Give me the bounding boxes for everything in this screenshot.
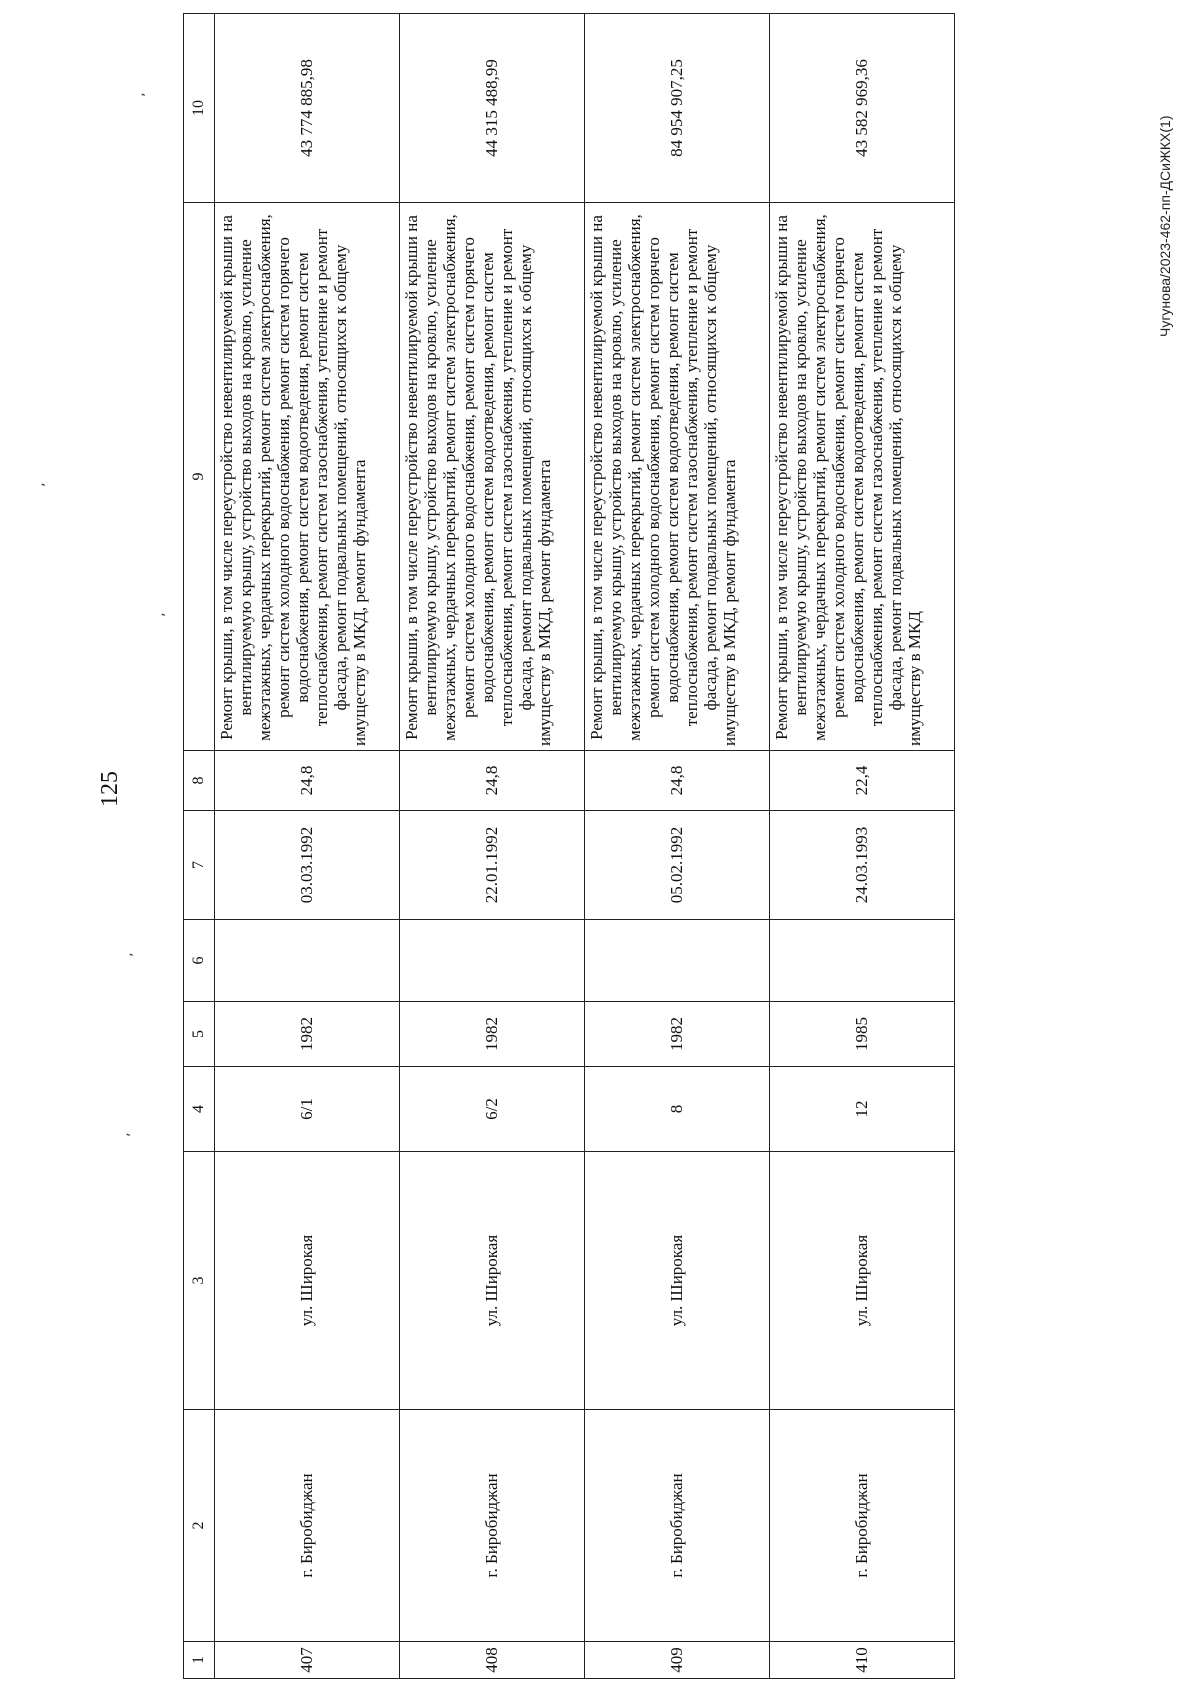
column-number: 10 — [184, 14, 215, 203]
column-number: 1 — [184, 1642, 215, 1679]
column-6-cell — [400, 920, 585, 1002]
column-number: 4 — [184, 1067, 215, 1152]
scan-speck: ʼ — [140, 92, 156, 97]
year-cell: 1982 — [215, 1002, 400, 1067]
column-number: 7 — [184, 811, 215, 920]
column-8-cell: 24,8 — [215, 751, 400, 811]
column-8-cell: 22,4 — [770, 751, 955, 811]
document-reference-footer: Чугунова/2023-462-пп-ДСиЖКХ(1) — [1157, 115, 1173, 337]
house-number-cell: 8 — [585, 1067, 770, 1152]
column-6-cell — [770, 920, 955, 1002]
row-number: 407 — [215, 1642, 400, 1679]
column-number: 8 — [184, 751, 215, 811]
house-number-cell: 12 — [770, 1067, 955, 1152]
city-cell: г. Биробиджан — [215, 1410, 400, 1642]
amount-cell: 43 774 885,98 — [215, 14, 400, 203]
year-cell: 1985 — [770, 1002, 955, 1067]
street-cell: ул. Широкая — [770, 1152, 955, 1410]
table-row — [585, 14, 770, 1679]
year-cell: 1982 — [585, 1002, 770, 1067]
works-description-cell: Ремонт крыши, в том числе переустройство невентилируемой крыши на вентилируемую крышу, устройство выходов на кровлю, усиление межэтажных, чердачных перекрытий, ремонт систем электроснабжения, ремонт систем холодного водоснабжения, ремонт систем горячего водоснабжения, ремонт систем водоотведения, ремонт систем теплоснабжения, ремонт систем газоснабжения, утепление и ремонт фасада, ремонт подвальных помещений, относящихся к общему имуществу в МКД, ремонт фундамента — [585, 203, 770, 751]
row-number: 408 — [400, 1642, 585, 1679]
scan-speck: ʼ — [125, 1132, 141, 1137]
date-cell: 03.03.1992 — [215, 811, 400, 920]
works-description-cell: Ремонт крыши, в том числе переустройство невентилируемой крыши на вентилируемую крышу, устройство выходов на кровлю, усиление межэтажных, чердачных перекрытий, ремонт систем электроснабжения, ремонт систем холодного водоснабжения, ремонт систем горячего водоснабжения, ремонт систем водоотведения, ремонт систем теплоснабжения, ремонт систем газоснабжения, утепление и ремонт фасада, ремонт подвальных помещений, относящихся к общему имуществу в МКД, ремонт фундамента — [215, 203, 400, 751]
date-cell: 05.02.1992 — [585, 811, 770, 920]
amount-cell: 84 954 907,25 — [585, 14, 770, 203]
scan-speck: ʼ — [128, 952, 144, 957]
works-description-cell: Ремонт крыши, в том числе переустройство невентилируемой крыши на вентилируемую крышу, устройство выходов на кровлю, усиление межэтажных, чердачных перекрытий, ремонт систем электроснабжения, ремонт систем холодного водоснабжения, ремонт систем горячего водоснабжения, ремонт систем водоотведения, ремонт систем теплоснабжения, ремонт систем газоснабжения, утепление и ремонт фасада, ремонт подвальных помещений, относящихся к общему имуществу в МКД — [770, 203, 955, 751]
table-row — [400, 14, 585, 1679]
house-number-cell: 6/1 — [215, 1067, 400, 1152]
date-cell: 24.03.1993 — [770, 811, 955, 920]
table-row — [770, 14, 955, 1679]
house-number-cell: 6/2 — [400, 1067, 585, 1152]
street-cell: ул. Широкая — [215, 1152, 400, 1410]
column-number: 3 — [184, 1152, 215, 1410]
city-cell: г. Биробиджан — [400, 1410, 585, 1642]
row-number: 409 — [585, 1642, 770, 1679]
column-number-row — [184, 14, 215, 1679]
row-number: 410 — [770, 1642, 955, 1679]
date-cell: 22.01.1992 — [400, 811, 585, 920]
street-cell: ул. Широкая — [585, 1152, 770, 1410]
column-8-cell: 24,8 — [400, 751, 585, 811]
column-number: 9 — [184, 203, 215, 751]
amount-cell: 43 582 969,36 — [770, 14, 955, 203]
page-number: 125 — [97, 771, 123, 807]
amount-cell: 44 315 488,99 — [400, 14, 585, 203]
city-cell: г. Биробиджан — [770, 1410, 955, 1642]
column-number: 2 — [184, 1410, 215, 1642]
column-number: 5 — [184, 1002, 215, 1067]
column-8-cell: 24,8 — [585, 751, 770, 811]
column-6-cell — [215, 920, 400, 1002]
city-cell: г. Биробиджан — [585, 1410, 770, 1642]
column-number: 6 — [184, 920, 215, 1002]
works-table — [183, 13, 955, 1679]
street-cell: ул. Широкая — [400, 1152, 585, 1410]
table-row — [215, 14, 400, 1679]
scan-speck: ʼ — [40, 482, 56, 487]
column-6-cell — [585, 920, 770, 1002]
works-description-cell: Ремонт крыши, в том числе переустройство невентилируемой крыши на вентилируемую крышу, устройство выходов на кровлю, усиление межэтажных, чердачных перекрытий, ремонт систем электроснабжения, ремонт систем холодного водоснабжения, ремонт систем горячего водоснабжения, ремонт систем водоотведения, ремонт систем теплоснабжения, ремонт систем газоснабжения, утепление и ремонт фасада, ремонт подвальных помещений, относящихся к общему имуществу в МКД, ремонт фундамента — [400, 203, 585, 751]
scan-speck: ʼ — [160, 612, 176, 617]
year-cell: 1982 — [400, 1002, 585, 1067]
